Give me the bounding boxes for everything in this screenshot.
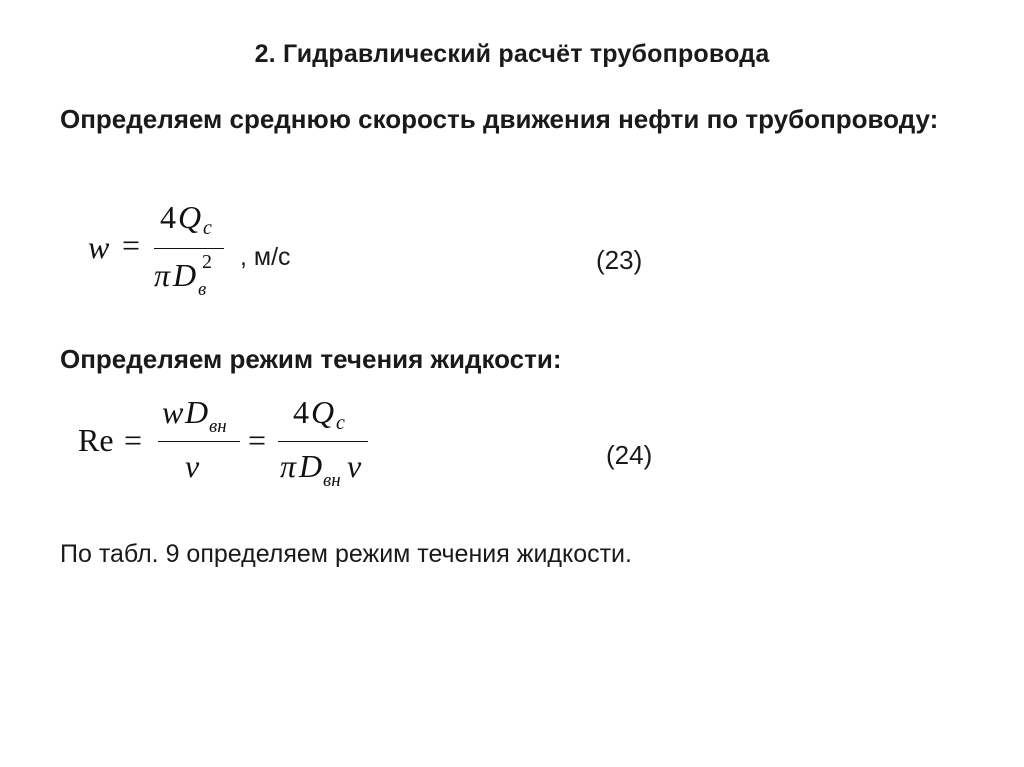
eq24-f2-den-sub: вн (323, 470, 341, 491)
eq23-number: (23) (596, 245, 643, 275)
eq24-f2-den-pi: π (280, 448, 297, 484)
eq24-f1-num-sub: вн (209, 416, 227, 437)
eq24-f1-num-D: D (185, 394, 209, 430)
equation-24 (78, 392, 398, 502)
intro-paragraph-velocity: Определяем среднюю скорость движения нефти по трубопроводу: (60, 104, 939, 134)
equation-23 (88, 195, 328, 305)
eq24-f1-den: ν (185, 448, 200, 484)
eq24-lhs: Re (78, 422, 114, 458)
eq24-f2-den-D: D (299, 448, 323, 484)
eq23-unit: , м/с (240, 243, 291, 271)
eq23-den-pi: π (154, 257, 171, 293)
eq24-f2-num-coef: 4 (293, 394, 309, 430)
eq24-f2-num-sub: c (336, 412, 345, 434)
eq24-f2-num-var: Q (311, 394, 335, 430)
intro-paragraph-flow-regime: Определяем режим течения жидкости: (60, 344, 562, 374)
eq24-fraction-bar-1 (158, 441, 240, 442)
eq24-equals-2: = (248, 422, 267, 458)
eq23-den-var: D (173, 257, 197, 293)
eq24-f2-den-nu: ν (347, 448, 362, 484)
eq24-f1-num-w: w (162, 394, 184, 430)
eq24-number: (24) (606, 440, 653, 470)
eq23-num-sub: c (203, 217, 212, 239)
eq23-fraction-bar (154, 248, 224, 249)
slide-title: 2. Гидравлический расчёт трубопровода (254, 40, 770, 68)
eq24-fraction-bar-2 (278, 441, 368, 442)
eq23-den-sup: 2 (202, 251, 212, 273)
eq23-lhs: w (88, 229, 110, 265)
eq23-equals: = (122, 227, 141, 263)
eq23-num-coef: 4 (160, 199, 176, 235)
eq23-num-var: Q (178, 199, 202, 235)
eq23-den-sub: в (198, 279, 207, 300)
footer-note: По табл. 9 определяем режим течения жидкости. (60, 540, 632, 568)
eq24-equals-1: = (124, 422, 143, 458)
